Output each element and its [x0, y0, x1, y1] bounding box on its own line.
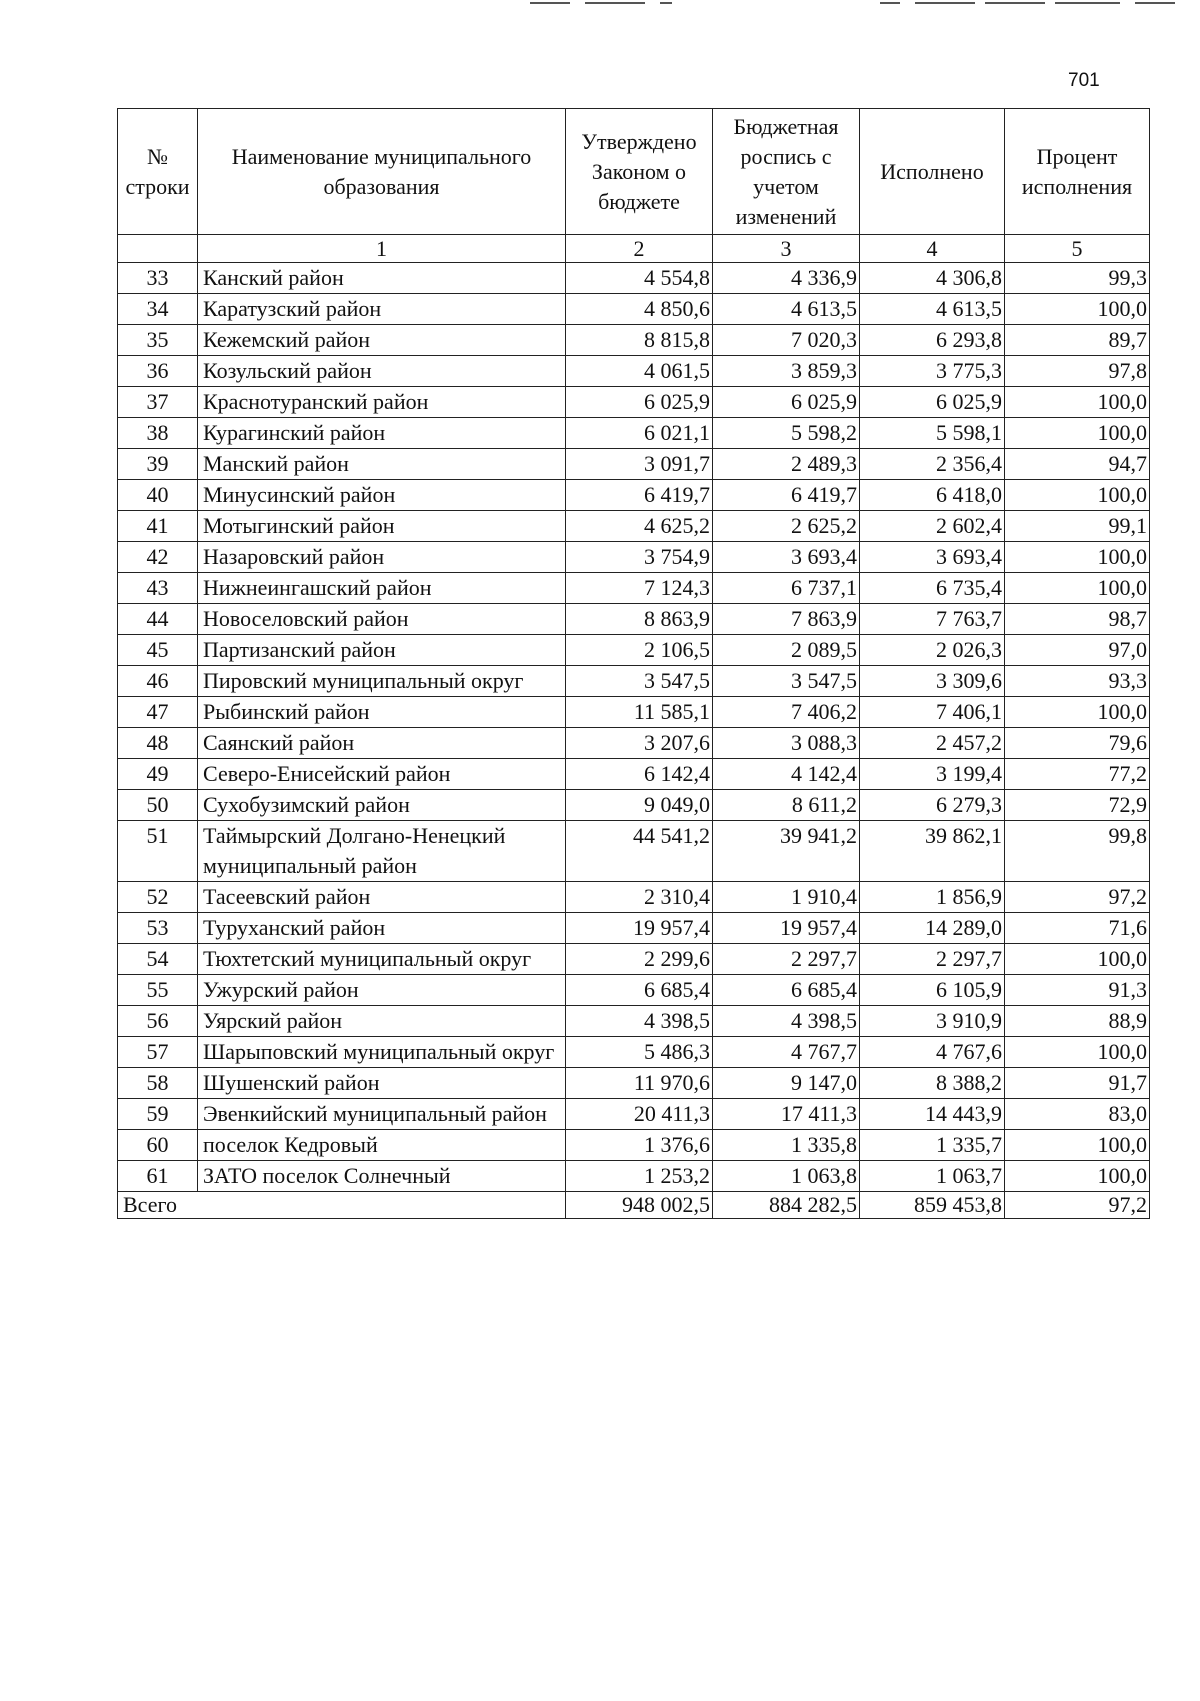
header-percent: Процент исполнения: [1005, 109, 1150, 235]
executed-amount: 6 735,4: [860, 573, 1005, 604]
execution-percent: 100,0: [1005, 944, 1150, 975]
approved-amount: 3 547,5: [566, 666, 713, 697]
executed-amount: 2 297,7: [860, 944, 1005, 975]
execution-percent: 98,7: [1005, 604, 1150, 635]
schedule-amount: 2 489,3: [713, 449, 860, 480]
approved-amount: 44 541,2: [566, 821, 713, 882]
municipality-name: Рыбинский район: [198, 697, 566, 728]
row-number: 42: [118, 542, 198, 573]
execution-percent: 97,2: [1005, 882, 1150, 913]
execution-percent: 94,7: [1005, 449, 1150, 480]
approved-amount: 4 554,8: [566, 263, 713, 294]
schedule-amount: 4 336,9: [713, 263, 860, 294]
municipality-name: Шарыповский муниципальный округ: [198, 1037, 566, 1068]
table-row: [118, 573, 1150, 604]
schedule-amount: 3 693,4: [713, 542, 860, 573]
row-number: 41: [118, 511, 198, 542]
budget-execution-table: [117, 108, 1150, 1219]
table-row: [118, 790, 1150, 821]
municipality-name: Манский район: [198, 449, 566, 480]
executed-amount: 3 199,4: [860, 759, 1005, 790]
header-budget-schedule: Бюджетная роспись с учетом изменений: [713, 109, 860, 235]
execution-percent: 100,0: [1005, 1161, 1150, 1192]
municipality-name: Козульский район: [198, 356, 566, 387]
schedule-amount: 6 025,9: [713, 387, 860, 418]
schedule-amount: 7 863,9: [713, 604, 860, 635]
approved-amount: 3 091,7: [566, 449, 713, 480]
approved-amount: 1 376,6: [566, 1130, 713, 1161]
table-row: [118, 1161, 1150, 1192]
schedule-amount: 4 398,5: [713, 1006, 860, 1037]
row-number: 44: [118, 604, 198, 635]
header-approved: Утверждено Законом о бюджете: [566, 109, 713, 235]
approved-amount: 3 754,9: [566, 542, 713, 573]
row-number: 40: [118, 480, 198, 511]
approved-amount: 6 685,4: [566, 975, 713, 1006]
schedule-amount: 17 411,3: [713, 1099, 860, 1130]
executed-amount: 4 613,5: [860, 294, 1005, 325]
table-row: [118, 944, 1150, 975]
table-row: [118, 449, 1150, 480]
schedule-amount: 2 089,5: [713, 635, 860, 666]
execution-percent: 99,1: [1005, 511, 1150, 542]
municipality-name: Кежемский район: [198, 325, 566, 356]
table-row: [118, 635, 1150, 666]
executed-amount: 6 418,0: [860, 480, 1005, 511]
row-number: 45: [118, 635, 198, 666]
municipality-name: Эвенкийский муниципальный район: [198, 1099, 566, 1130]
table-row: [118, 1099, 1150, 1130]
schedule-amount: 3 547,5: [713, 666, 860, 697]
row-number: 33: [118, 263, 198, 294]
table-row: [118, 418, 1150, 449]
approved-amount: 7 124,3: [566, 573, 713, 604]
row-number: 51: [118, 821, 198, 882]
municipality-name: Назаровский район: [198, 542, 566, 573]
table-row: [118, 263, 1150, 294]
table-row: [118, 387, 1150, 418]
approved-amount: 9 049,0: [566, 790, 713, 821]
table-row: [118, 356, 1150, 387]
municipality-name: Шушенский район: [198, 1068, 566, 1099]
executed-amount: 3 910,9: [860, 1006, 1005, 1037]
executed-amount: 1 856,9: [860, 882, 1005, 913]
municipality-name: Каратузский район: [198, 294, 566, 325]
approved-amount: 4 398,5: [566, 1006, 713, 1037]
municipality-name: Мотыгинский район: [198, 511, 566, 542]
executed-amount: 39 862,1: [860, 821, 1005, 882]
row-number: 43: [118, 573, 198, 604]
municipality-name: Курагинский район: [198, 418, 566, 449]
column-number: 1: [198, 235, 566, 263]
executed-amount: 6 105,9: [860, 975, 1005, 1006]
schedule-amount: 1 063,8: [713, 1161, 860, 1192]
executed-amount: 7 763,7: [860, 604, 1005, 635]
row-number: 60: [118, 1130, 198, 1161]
approved-amount: 6 142,4: [566, 759, 713, 790]
municipality-name: Туруханский район: [198, 913, 566, 944]
table-row: [118, 604, 1150, 635]
header-municipality: Наименование муниципального образования: [198, 109, 566, 235]
execution-percent: 100,0: [1005, 1037, 1150, 1068]
approved-amount: 6 025,9: [566, 387, 713, 418]
municipality-name: Минусинский район: [198, 480, 566, 511]
executed-amount: 14 443,9: [860, 1099, 1005, 1130]
schedule-amount: 6 685,4: [713, 975, 860, 1006]
execution-percent: 77,2: [1005, 759, 1150, 790]
page-number: 701: [1068, 70, 1100, 91]
table-row: [118, 759, 1150, 790]
municipality-name: Уярский район: [198, 1006, 566, 1037]
municipality-name: поселок Кедровый: [198, 1130, 566, 1161]
executed-amount: 3 693,4: [860, 542, 1005, 573]
municipality-name: Ужурский район: [198, 975, 566, 1006]
schedule-amount: 4 767,7: [713, 1037, 860, 1068]
table-row: [118, 1068, 1150, 1099]
total-executed: 859 453,8: [860, 1192, 1005, 1219]
approved-amount: 1 253,2: [566, 1161, 713, 1192]
schedule-amount: 4 613,5: [713, 294, 860, 325]
municipality-name: Тюхтетский муниципальный округ: [198, 944, 566, 975]
schedule-amount: 5 598,2: [713, 418, 860, 449]
schedule-amount: 8 611,2: [713, 790, 860, 821]
municipality-name: Краснотуранский район: [198, 387, 566, 418]
row-number: 54: [118, 944, 198, 975]
row-number: 52: [118, 882, 198, 913]
execution-percent: 99,8: [1005, 821, 1150, 882]
table-row: [118, 882, 1150, 913]
row-number: 59: [118, 1099, 198, 1130]
execution-percent: 100,0: [1005, 294, 1150, 325]
column-number: 5: [1005, 235, 1150, 263]
execution-percent: 97,8: [1005, 356, 1150, 387]
municipality-name: Партизанский район: [198, 635, 566, 666]
approved-amount: 4 850,6: [566, 294, 713, 325]
row-number: 38: [118, 418, 198, 449]
municipality-name: Таймырский Долгано-Ненецкий муниципальный район: [198, 821, 566, 882]
executed-amount: 14 289,0: [860, 913, 1005, 944]
municipality-name: Новоселовский район: [198, 604, 566, 635]
table-row: [118, 511, 1150, 542]
table-row: [118, 542, 1150, 573]
schedule-amount: 3 088,3: [713, 728, 860, 759]
schedule-amount: 39 941,2: [713, 821, 860, 882]
executed-amount: 7 406,1: [860, 697, 1005, 728]
schedule-amount: 4 142,4: [713, 759, 860, 790]
row-number: 35: [118, 325, 198, 356]
execution-percent: 100,0: [1005, 480, 1150, 511]
row-number: 37: [118, 387, 198, 418]
schedule-amount: 1 910,4: [713, 882, 860, 913]
execution-percent: 100,0: [1005, 542, 1150, 573]
approved-amount: 4 625,2: [566, 511, 713, 542]
municipality-name: Нижнеингашский район: [198, 573, 566, 604]
total-approved: 948 002,5: [566, 1192, 713, 1219]
executed-amount: 3 775,3: [860, 356, 1005, 387]
total-label: Всего: [118, 1192, 566, 1219]
table-row: [118, 728, 1150, 759]
execution-percent: 79,6: [1005, 728, 1150, 759]
executed-amount: 4 306,8: [860, 263, 1005, 294]
row-number: 48: [118, 728, 198, 759]
schedule-amount: 6 419,7: [713, 480, 860, 511]
row-number: 39: [118, 449, 198, 480]
table-row: [118, 697, 1150, 728]
approved-amount: 11 970,6: [566, 1068, 713, 1099]
table-row: [118, 821, 1150, 882]
schedule-amount: 9 147,0: [713, 1068, 860, 1099]
executed-amount: 2 356,4: [860, 449, 1005, 480]
column-number: 3: [713, 235, 860, 263]
execution-percent: 88,9: [1005, 1006, 1150, 1037]
table-row: [118, 1006, 1150, 1037]
row-number: 50: [118, 790, 198, 821]
row-number: 58: [118, 1068, 198, 1099]
approved-amount: 20 411,3: [566, 1099, 713, 1130]
scan-top-marks: [0, 0, 1200, 10]
approved-amount: 2 106,5: [566, 635, 713, 666]
header-executed: Исполнено: [860, 109, 1005, 235]
executed-amount: 5 598,1: [860, 418, 1005, 449]
execution-percent: 71,6: [1005, 913, 1150, 944]
approved-amount: 11 585,1: [566, 697, 713, 728]
municipality-name: Сухобузимский район: [198, 790, 566, 821]
row-number: 53: [118, 913, 198, 944]
execution-percent: 93,3: [1005, 666, 1150, 697]
execution-percent: 99,3: [1005, 263, 1150, 294]
execution-percent: 100,0: [1005, 1130, 1150, 1161]
municipality-name: ЗАТО поселок Солнечный: [198, 1161, 566, 1192]
execution-percent: 100,0: [1005, 697, 1150, 728]
table-row: [118, 325, 1150, 356]
approved-amount: 19 957,4: [566, 913, 713, 944]
municipality-name: Тасеевский район: [198, 882, 566, 913]
executed-amount: 2 602,4: [860, 511, 1005, 542]
table-row: [118, 666, 1150, 697]
row-number: 36: [118, 356, 198, 387]
table-row: [118, 975, 1150, 1006]
schedule-amount: 7 020,3: [713, 325, 860, 356]
executed-amount: 2 457,2: [860, 728, 1005, 759]
row-number: 46: [118, 666, 198, 697]
execution-percent: 83,0: [1005, 1099, 1150, 1130]
municipality-name: Северо-Енисейский район: [198, 759, 566, 790]
row-number: 57: [118, 1037, 198, 1068]
row-number: 49: [118, 759, 198, 790]
schedule-amount: 19 957,4: [713, 913, 860, 944]
executed-amount: 1 063,7: [860, 1161, 1005, 1192]
execution-percent: 91,7: [1005, 1068, 1150, 1099]
approved-amount: 2 299,6: [566, 944, 713, 975]
schedule-amount: 3 859,3: [713, 356, 860, 387]
schedule-amount: 2 297,7: [713, 944, 860, 975]
approved-amount: 5 486,3: [566, 1037, 713, 1068]
header-row-number: № строки: [118, 109, 198, 235]
approved-amount: 4 061,5: [566, 356, 713, 387]
total-row: [118, 1192, 1150, 1219]
execution-percent: 100,0: [1005, 418, 1150, 449]
executed-amount: 6 025,9: [860, 387, 1005, 418]
column-number: 4: [860, 235, 1005, 263]
schedule-amount: 6 737,1: [713, 573, 860, 604]
table-row: [118, 294, 1150, 325]
execution-percent: 97,0: [1005, 635, 1150, 666]
approved-amount: 8 815,8: [566, 325, 713, 356]
execution-percent: 100,0: [1005, 387, 1150, 418]
total-schedule: 884 282,5: [713, 1192, 860, 1219]
municipality-name: Саянский район: [198, 728, 566, 759]
executed-amount: 6 293,8: [860, 325, 1005, 356]
column-number: [118, 235, 198, 263]
table-row: [118, 1037, 1150, 1068]
approved-amount: 2 310,4: [566, 882, 713, 913]
table-row: [118, 913, 1150, 944]
executed-amount: 3 309,6: [860, 666, 1005, 697]
row-number: 34: [118, 294, 198, 325]
table-row: [118, 1130, 1150, 1161]
column-number: 2: [566, 235, 713, 263]
approved-amount: 8 863,9: [566, 604, 713, 635]
row-number: 61: [118, 1161, 198, 1192]
schedule-amount: 7 406,2: [713, 697, 860, 728]
executed-amount: 6 279,3: [860, 790, 1005, 821]
approved-amount: 6 419,7: [566, 480, 713, 511]
municipality-name: Канский район: [198, 263, 566, 294]
row-number: 55: [118, 975, 198, 1006]
table-header-row: [118, 109, 1150, 235]
row-number: 56: [118, 1006, 198, 1037]
executed-amount: 1 335,7: [860, 1130, 1005, 1161]
row-number: 47: [118, 697, 198, 728]
approved-amount: 3 207,6: [566, 728, 713, 759]
schedule-amount: 1 335,8: [713, 1130, 860, 1161]
executed-amount: 4 767,6: [860, 1037, 1005, 1068]
municipality-name: Пировский муниципальный округ: [198, 666, 566, 697]
schedule-amount: 2 625,2: [713, 511, 860, 542]
table-body: [118, 263, 1150, 1192]
execution-percent: 72,9: [1005, 790, 1150, 821]
execution-percent: 91,3: [1005, 975, 1150, 1006]
approved-amount: 6 021,1: [566, 418, 713, 449]
execution-percent: 100,0: [1005, 573, 1150, 604]
executed-amount: 2 026,3: [860, 635, 1005, 666]
executed-amount: 8 388,2: [860, 1068, 1005, 1099]
total-percent: 97,2: [1005, 1192, 1150, 1219]
table-row: [118, 480, 1150, 511]
execution-percent: 89,7: [1005, 325, 1150, 356]
column-number-row: [118, 235, 1150, 263]
